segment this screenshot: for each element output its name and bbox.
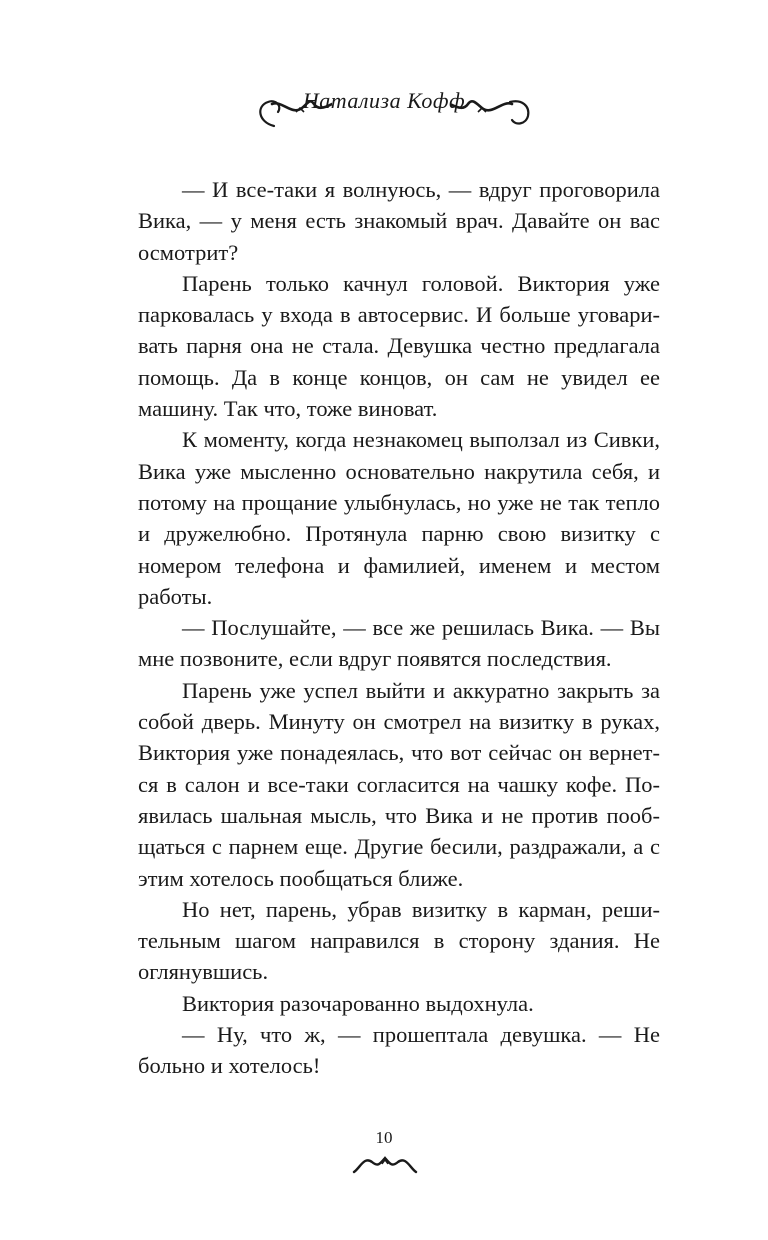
right-swirl-ornament-icon <box>450 86 536 130</box>
paragraph: Виктория разочарованно выдохнула. <box>182 990 534 1016</box>
paragraph: К моменту, когда незнакомец выползал из Сивки, Вика уже мысленно основательно накрутила себя, и потому на прощание улыбнулась, но уже не так тепло и дружелюбно. Протянула парню свою визитку с номером телефона и фамилией, именем и местом работы. <box>138 427 660 609</box>
paragraph: — И все-таки я волнуюсь, — вдруг проговорила Вика, — у меня есть знакомый врач. Давайте он вас осмотрит? <box>138 177 660 265</box>
paragraph: Парень только качнул головой. Виктория уже парковалась у входа в автосервис. И больше уговаривать парня она не стала. Девушка честно предлагала помощь. Да в конце концов, он сам не увидел ее машину. Так что, тоже виноват. <box>138 270 660 422</box>
paragraph: — Ну, что ж, — прошептала девушка. — Не больно и хотелось! <box>138 1022 660 1079</box>
author-name: Натализа Кофф <box>302 88 466 113</box>
footer-swirl-ornament-icon <box>352 1150 418 1176</box>
paragraph: — Послушайте, — все же решилась Вика. — Вы мне позвоните, если вдруг появятся последствия. <box>138 615 660 672</box>
paragraph: Парень уже успел выйти и аккуратно закрыть за собой дверь. Минуту он смотрел на визитку в руках, Виктория уже понадеялась, что вот сейчас он вернется в салон и все-таки согласится на чашку кофе. Появилась шальная мысль, что Вика и не против пообщаться с парнем еще. Другие бесили, раздражали, а с этим хотелось пообщаться ближе. <box>138 677 660 891</box>
running-header <box>0 72 768 142</box>
page-number: 10 <box>375 1128 393 1147</box>
paragraph: Но нет, парень, убрав визитку в карман, решительным шагом направился в сторону здания. Не оглянувшись. <box>138 896 660 985</box>
page-footer <box>0 1128 768 1188</box>
main-text <box>138 174 660 1082</box>
